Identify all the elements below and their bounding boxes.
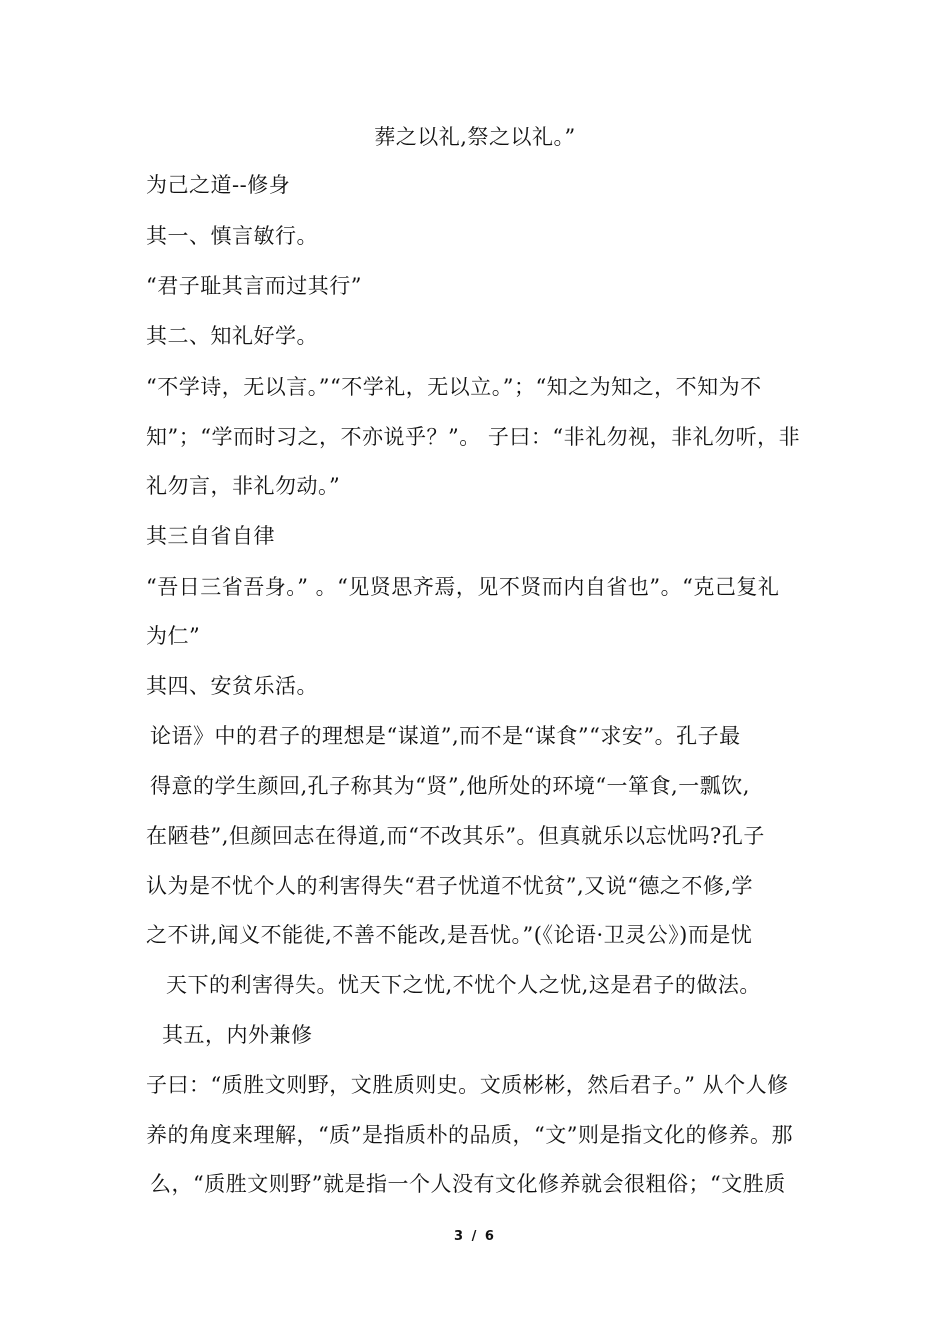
section-heading: 其三自省自律 <box>146 524 275 548</box>
page-number: 3 / 6 <box>454 1229 496 1244</box>
text-line: 天下的利害得失。忧天下之忧,不忧个人之忧,这是君子的做法。 <box>166 973 761 997</box>
text-line: 为仁” <box>146 624 201 648</box>
section-heading: 其五，内外兼修 <box>162 1023 313 1047</box>
text-line: 论语》中的君子的理想是“谋道”,而不是“谋食”“求安”。孔子最 <box>150 724 741 748</box>
text-line: 之不讲,闻义不能徙,不善不能改,是吾忧。”(《论语·卫灵公》)而是忧 <box>146 923 753 947</box>
text-line: 么，“质胜文则野”就是指一个人没有文化修养就会很粗俗；“文胜质 <box>150 1172 786 1196</box>
text-line: “吾日三省吾身。” 。“见贤思齐焉，见不贤而内自省也”。“克己复礼 <box>146 575 780 599</box>
section-heading: 其一、慎言敏行。 <box>146 224 318 248</box>
text-line: 养的角度来理解，“质”是指质朴的品质，“文”则是指文化的修养。那 <box>146 1123 793 1147</box>
quote-line: “君子耻其言而过其行” <box>146 274 362 298</box>
text-line: 知”；“学而时习之，不亦说乎？”。 子曰：“非礼勿视，非礼勿听，非 <box>146 425 801 449</box>
text-line: “不学诗，无以言。”“不学礼，无以立。”；“知之为知之，不知为不 <box>146 375 762 399</box>
text-line: 认为是不忧个人的利害得失“君子忧道不忧贫”,又说“德之不修,学 <box>146 874 754 898</box>
section-heading: 为己之道--修身 <box>146 173 291 197</box>
section-heading: 其四、安贫乐活。 <box>146 674 318 698</box>
text-line: 礼勿言，非礼勿动。” <box>146 474 341 498</box>
text-line: 子曰：“质胜文则野，文胜质则史。文质彬彬，然后君子。” 从个人修 <box>146 1073 789 1097</box>
text-line: 葬之以礼,祭之以礼。” <box>374 125 576 149</box>
section-heading: 其二、知礼好学。 <box>146 324 318 348</box>
text-line: 得意的学生颜回,孔子称其为“贤”,他所处的环境“一箪食,一瓢饮, <box>150 774 750 798</box>
text-line: 在陋巷”,但颜回志在得道,而“不改其乐”。但真就乐以忘忧吗?孔子 <box>146 824 765 848</box>
